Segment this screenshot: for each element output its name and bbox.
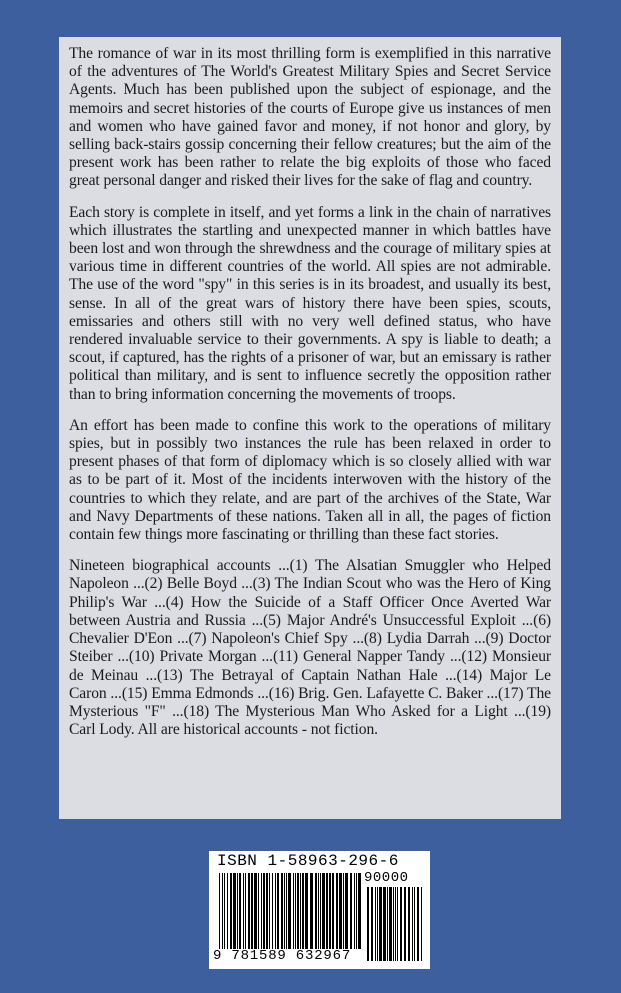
barcode-bar (266, 873, 268, 949)
barcode-bar (387, 887, 388, 961)
barcode-bar (326, 873, 328, 949)
barcode-bar (245, 873, 246, 949)
ean-digits: 9 781589 632967 (213, 948, 352, 964)
barcode-bar (237, 873, 238, 949)
barcode-bar (239, 873, 241, 949)
description-paragraph-3: An effort has been made to confine this work to the operations of military spies, but in possibly two instances the rule has been relaxed in order to present phases of that form of diplomacy which is so closely allied with war as to be part of it. Most of the incidents interwoven with the history of the countries to which they relate, and are part of the archives of the State, War and Navy Departments of these nations. Taken all in all, the pages of fiction contain few things more fascinating or thrilling than these fact stories. (69, 416, 551, 544)
barcode-bar (345, 873, 348, 949)
barcode-bar (293, 873, 294, 949)
barcode-bar (336, 873, 338, 949)
description-paragraph-1: The romance of war in its most thrilling form is exemplified in this narrative of the adventures of The World's Greatest Military Spies and Secret Service Agents. Much has been published upon the subject of espionage, and the memoirs and secret histories of the courts of Europe give us instances of men and women who have gained favor and money, if not honor and glory, by selling back-stairs gossip concerning their fellow creatures; but the aim of the present work has been rather to relate the big exploits of those who faced great personal danger and risked their lives for the sake of flag and country. (69, 45, 551, 190)
barcode-bar (417, 887, 419, 961)
barcode-bar (233, 873, 236, 949)
barcode-bar (263, 873, 265, 949)
barcode-bar (397, 887, 398, 961)
barcode-bar (281, 873, 283, 949)
barcode-bar (261, 873, 262, 949)
barcode-bar (258, 873, 259, 949)
barcode-bar (254, 873, 257, 949)
barcode-bar (243, 873, 244, 949)
isbn-label: ISBN 1-58963-296-6 (217, 852, 399, 870)
barcode-bar (408, 887, 410, 961)
barcode-bar (302, 873, 304, 949)
back-cover-text-panel (59, 37, 561, 819)
barcode-bar (227, 873, 228, 949)
barcode-bar (322, 873, 325, 949)
barcode-bar (284, 873, 285, 949)
barcode-bar (379, 887, 382, 961)
barcode-bar (375, 887, 376, 961)
barcode-bar (421, 887, 422, 961)
barcode-bar (288, 873, 291, 949)
barcode-bar (320, 873, 321, 949)
barcode-bar (251, 873, 253, 949)
barcode-bar (400, 887, 402, 961)
barcode-bar (393, 887, 394, 961)
barcode-bar (412, 887, 413, 961)
barcode-bar (222, 873, 223, 949)
barcode-bar (350, 873, 352, 949)
barcode-bar (297, 873, 299, 949)
barcode-bar (343, 873, 344, 949)
barcode-bar (332, 873, 334, 949)
barcode-bar (414, 887, 415, 961)
barcode-bar (395, 887, 396, 961)
barcode-bar (318, 873, 319, 949)
barcode-bar (356, 873, 357, 949)
barcode-bar (404, 887, 406, 961)
barcode-bar (377, 887, 378, 961)
barcode-bar (277, 873, 279, 949)
description-paragraph-2: Each story is complete in itself, and yet forms a link in the chain of narratives which illustrates the startling and unexpected manner in which battles have been lost and won through the shrewdness and the courage of military spies at various time in different countries of the world. All spies are not admirable. The use of the word "spy" in this series is in its broadest, and usually its best, sense. In all of the great wars of history there have been spies, scouts, emissaries and others still with no very well defined status, who have rendered invaluable service to their governments. A spy is liable to death; a scout, if captured, has the rights of a prisoner of war, but an emissary is rather political than military, and is sent to influence secretly the opposition rather than to bring information concerning the movements of troops. (69, 203, 551, 403)
barcode-bar (269, 873, 270, 949)
contents-list-paragraph: Nineteen biographical accounts ...(1) The Alsatian Smuggler who Helped Napoleon ...(2) Belle Boyd ...(3) The Indian Scout who was the Hero of King Philip's War ...(4) How the Suicide of a Staff Officer Once Averted War between Austria and Russia ...(5) Major André's Unsuccessful Exploit ...(6) Chevalier D'Eon ...(7) Napoleon's Chief Spy ...(8) Lydia Darrah ...(9) Doctor Steiber ...(10) Private Morgan ...(11) General Napper Tandy ...(12) Monsieur de Meinau ...(13) The Betrayal of Captain Nathan Hale ...(14) Major Le Caron ...(15) Emma Edmonds ...(16) Brig. Gen. Lafayette C. Baker ...(17) The Mysterious "F" ...(18) The Mysterious Man Who Asked for a Light ...(19) Carl Lody. All are historical accounts - not fiction. (69, 557, 551, 739)
barcode-bar (275, 873, 276, 949)
barcode-bar (305, 873, 308, 949)
barcode-bar (310, 873, 313, 949)
barcode-bar (248, 873, 250, 949)
barcode-bar (224, 873, 225, 949)
isbn-barcode (209, 851, 430, 969)
barcode-bar (315, 873, 317, 949)
barcode-bar (272, 873, 273, 949)
barcode-bar (329, 873, 331, 949)
barcode-bar (300, 873, 301, 949)
barcode-bar (295, 873, 296, 949)
barcode-bar (358, 873, 361, 949)
barcode-bar (286, 873, 287, 949)
price-addon-code: 90000 (364, 870, 409, 886)
barcode-bar (219, 873, 220, 949)
barcode-bar (383, 887, 386, 961)
barcode-bar (339, 873, 342, 949)
barcode-bar (354, 873, 355, 949)
barcode-bar (367, 887, 369, 961)
barcode-bar (230, 873, 232, 949)
barcode-bar (389, 887, 392, 961)
barcode-bar (371, 887, 373, 961)
